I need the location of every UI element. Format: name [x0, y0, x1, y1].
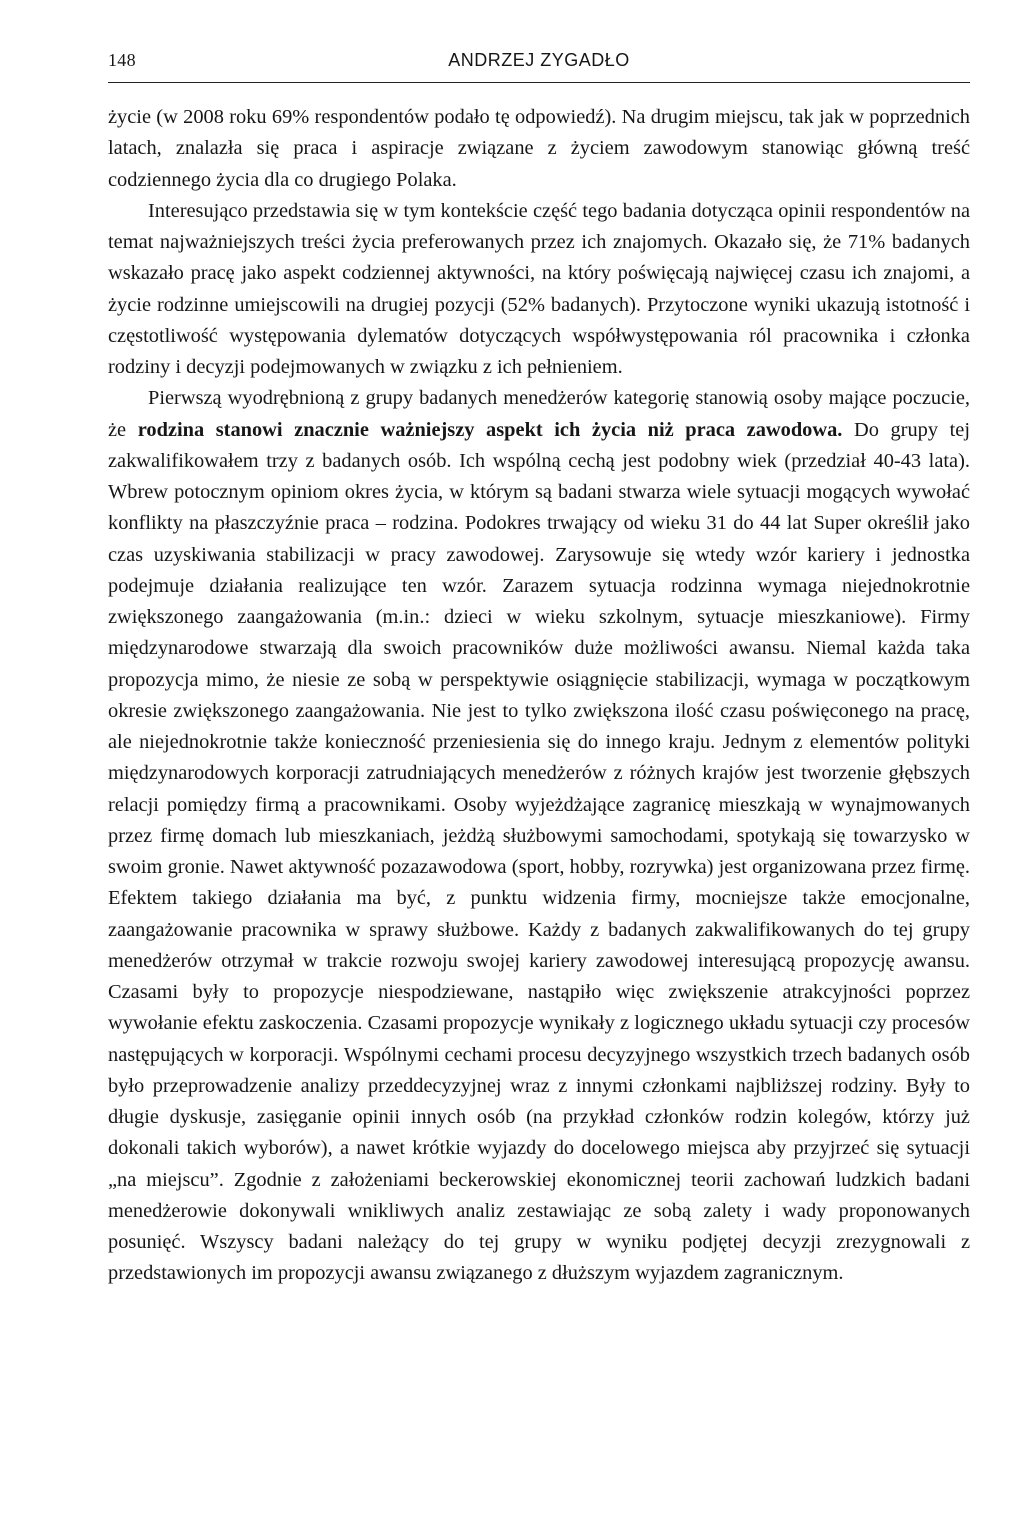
paragraph-3	[108, 383, 970, 1289]
paragraph-3-lead: Pierwszą wyodrębnioną z grupy badanych menedżerów kategorię stanowią osoby mające poczucie, że	[108, 387, 970, 441]
header-rule	[108, 82, 970, 83]
paragraph-3-body: Do grupy tej zakwalifikowałem trzy z badanych osób. Ich wspólną cechą jest podobny wiek (przedział 40-43 lata). Wbrew potocznym opiniom okres życia, w którym są badani stwarza wiele sytuacji mogących wywołać konflikty na płaszczyźnie praca – rodzina. Podokres trwający od wieku 31 do 44 lat Super określił jako czas uzyskiwania stabilizacji w pracy zawodowej. Zarysowuje się wtedy wzór kariery i jednostka podejmuje działania realizujące ten wzór. Zarazem sytuacja rodzinna wymaga niejednokrotnie zwiększonego zaangażowania (m.in.: dzieci w wieku szkolnym, sytuacje mieszkaniowe). Firmy międzynarodowe stwarzają dla swoich pracowników duże możliwości awansu. Niemal każda taka propozycja mimo, że niesie ze sobą w perspektywie osiągnięcie stabilizacji, wymaga w początkowym okresie zwiększonego zaangażowania. Nie jest to tylko zwiększona ilość czasu poświęconego na pracę, ale niejednokrotnie także konieczność przeniesienia się do innego kraju. Jednym z elementów polityki międzynarodowych korporacji zatrudniających menedżerów z różnych krajów jest tworzenie głębszych relacji pomiędzy firmą a pracownikami. Osoby wyjeżdżające zagranicę mieszkają w wynajmowanych przez firmę domach lub mieszkaniach, jeżdżą służbowymi samochodami, spotykają się towarzysko w swoim gronie. Nawet aktywność pozazawodowa (sport, hobby, rozrywka) jest organizowana przez firmę. Efektem takiego działania ma być, z punktu widzenia firmy, mocniejsze także emocjonalne, zaangażowanie pracownika w sprawy służbowe. Każdy z badanych zakwalifikowanych do tej grupy menedżerów otrzymał w trakcie rozwoju swojej kariery zawodowej interesującą propozycję awansu. Czasami były to propozycje niespodziewane, nastąpiło więc zwiększenie atrakcyjności poprzez wywołanie efektu zaskoczenia. Czasami propozycje wynikały z logicznego układu sytuacji czy procesów następujących w korporacji. Wspólnymi cechami procesu decyzyjnego wszystkich trzech badanych osób było przeprowadzenie analizy przeddecyzyjnej wraz z innymi członkami najbliższej rodziny. Były to długie dyskusje, zasięganie opinii innych osób (na przykład członków rodzin kolegów, którzy już dokonali takich wyborów), a nawet krótkie wyjazdy do docelowego miejsca aby przyjrzeć się sytuacji „na miejscu”. Zgodnie z założeniami beckerowskiej ekonomicznej teorii zachowań ludzkich badani menedżerowie dokonywali wnikliwych analiz zestawiając ze sobą zalety i wady proponowanych posunięć. Wszyscy badani należący do tej grupy w wyniku podjętej decyzji zrezygnowali z przedstawionych im propozycji awansu związanego z dłuższym wyjazdem zagranicznym.	[108, 418, 970, 1285]
paragraph-3-emphasis: rodzina stanowi znacznie ważniejszy aspekt ich życia niż praca zawodowa.	[137, 418, 843, 441]
paragraph-2: Interesująco przedstawia się w tym kontekście część tego badania dotycząca opinii respondentów na temat najważniejszych treści życia preferowanych przez ich znajomych. Okazało się, że 71% badanych wskazało pracę jako aspekt codziennej aktywności, na który poświęcają najwięcej czasu ich znajomi, a życie rodzinne umiejscowili na drugiej pozycji (52% badanych). Przytoczone wyniki ukazują istotność i częstotliwość występowania dylematów dotyczących współwystępowania ról pracownika i członka rodziny i decyzji podejmowanych w związku z ich pełnieniem.	[108, 199, 970, 378]
running-header	[108, 50, 970, 74]
body-text	[108, 102, 970, 1290]
page-number: 148	[108, 50, 136, 70]
running-title: ANDRZEJ ZYGADŁO	[448, 50, 630, 70]
paragraph-1: życie (w 2008 roku 69% respondentów podało tę odpowiedź). Na drugim miejscu, tak jak w poprzednich latach, znalazła się praca i aspiracje związane z życiem zawodowym stanowiąc główną treść codziennego życia dla co drugiego Polaka.	[108, 106, 970, 191]
